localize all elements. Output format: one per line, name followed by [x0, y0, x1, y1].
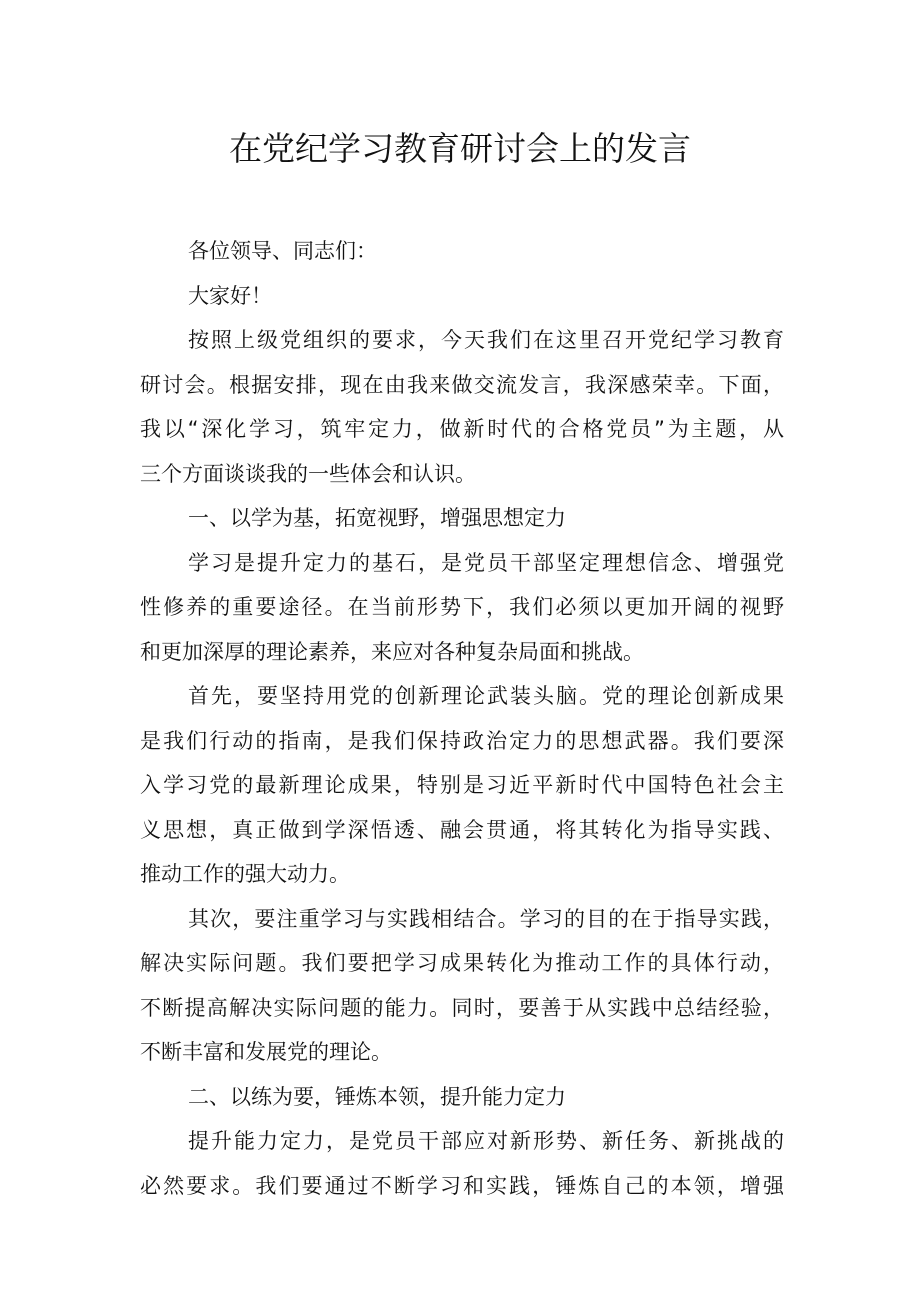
document-body [140, 229, 784, 1208]
paragraph-line: 是我们行动的指南，是我们保持政治定力的思想武器。我们要深 [140, 728, 784, 753]
paragraph-line: 必然要求。我们要通过不断学习和实践，锤炼自己的本领，增强 [140, 1173, 784, 1198]
paragraph-line: 推动工作的强大动力。 [140, 862, 350, 886]
paragraph-line: 学习是提升定力的基石，是党员干部坚定理想信念、增强党 [188, 550, 784, 575]
paragraph-line: 不断提高解决实际问题的能力。同时，要善于从实践中总结经验， [140, 995, 784, 1020]
paragraph-line: 按照上级党组织的要求，今天我们在这里召开党纪学习教育 [188, 328, 784, 352]
paragraph-line: 不断丰富和发展党的理论。 [140, 1040, 392, 1064]
salutation: 各位领导、同志们： [188, 239, 377, 263]
paragraph-line: 研讨会。根据安排，现在由我来做交流发言，我深感荣幸。下面， [140, 372, 784, 397]
paragraph-line: 我以“深化学习，筑牢定力，做新时代的合格党员”为主题，从 [140, 417, 784, 441]
document-title: 在党纪学习教育研讨会上的发言 [229, 129, 691, 168]
paragraph-line: 和更加深厚的理论素养，来应对各种复杂局面和挑战。 [140, 639, 644, 664]
paragraph-line: 首先，要坚持用党的创新理论武装头脑。党的理论创新成果 [188, 684, 784, 708]
section-heading-1: 一、以学为基，拓宽视野，增强思想定力 [188, 506, 566, 530]
paragraph-line: 提升能力定力，是党员干部应对新形势、新任务、新挑战的 [188, 1129, 784, 1153]
greeting: 大家好！ [188, 283, 272, 308]
paragraph-line: 三个方面谈谈我的一些体会和认识。 [140, 461, 476, 486]
paragraph-line: 入学习党的最新理论成果，特别是习近平新时代中国特色社会主 [140, 773, 784, 797]
paragraph-line: 义思想，真正做到学深悟透、融会贯通，将其转化为指导实践、 [140, 817, 784, 842]
section-heading-2: 二、以练为要，锤炼本领，提升能力定力 [188, 1084, 566, 1109]
paragraph-line: 性修养的重要途径。在当前形势下，我们必须以更加开阔的视野 [140, 595, 784, 619]
paragraph-line: 其次，要注重学习与实践相结合。学习的目的在于指导实践， [188, 906, 784, 931]
paragraph-line: 解决实际问题。我们要把学习成果转化为推动工作的具体行动， [140, 951, 784, 975]
